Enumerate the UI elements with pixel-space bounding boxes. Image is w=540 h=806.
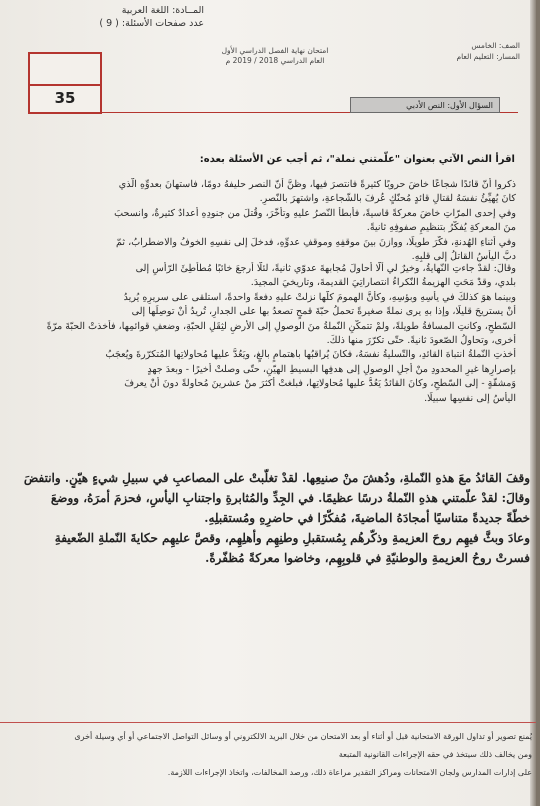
passage-line: وقالَ: لقدْ جاءتِ النّهايةُ، وخيرٌ لي ألّا أحاولَ مُجابهةَ عدوّي ثانيةً، لئلّا أرجعَ خائبًا مُطأطِئَ الرّأسِ إلى: [135, 263, 516, 274]
header-grade-block: [380, 40, 520, 62]
passage-line: وقالَ: لقدْ علّمتني هذهِ النّملةُ درسًا عظيمًا. في الجِدِّ والمُثابرةِ واجتنابِ اليأسِ، فحزمَ أمرَهُ، ووضعَ: [50, 491, 530, 505]
mark-box: [28, 52, 102, 114]
pages-count-label: عدد صفحات الأسئلة: ( 9 ): [99, 18, 204, 29]
passage-line: وبينما هوَ كذلكَ في يأسِهِ وبؤسِهِ، وكأنَّ الهمومَ كلَّها نزلتْ عليهِ دفعةً واحدةً، استلقى على سريرِهِ يُريدُ: [123, 291, 516, 303]
passage-paragraph-3: [2, 468, 530, 568]
footer-warning: [2, 728, 532, 782]
passage-line: منَ المعركةِ يُفكّرُ بتنظيمِ صفوفِهِ ثانيةً.: [366, 222, 516, 234]
passage-line: وعادَ وبثَّ فيهِم روحَ العزيمةِ وذكّرهُم بِمُستقبلِ وطنِهِم وأهلِهِم، وقصَّ عليهِم حكايةَ النّملةِ الضّعيفةِ: [54, 531, 530, 545]
passage-line: وفي إحدى المرّاتِ خاضَ معركةً قاسيةً، فأبطأ النّصرُ عليهِ وتأخّرَ، وقُتلَ من جنودِهِ أعدادٌ كثيرةٌ، وانسحبَ: [114, 207, 516, 219]
subject-label: المــادة: اللغة العربية: [121, 5, 204, 16]
header-exam-block: [200, 46, 350, 66]
footer-line: يُمنع تصوير أو تداول الورقة الامتحانية قبل أو أثناء أو بعد الامتحان من خلال البريد الالكتروني أو وسائل التواصل الاجتماعي أو أي وسيلة أخرى: [74, 732, 532, 741]
grade-label: الصف: الخامس: [471, 41, 520, 50]
footer-line: ومن يخالف ذلك سيتخذ في حقه الإجراءات القانونية المتبعة: [338, 750, 532, 759]
track-label: المسار: التعليم العام: [456, 52, 520, 61]
header-subject-block: [44, 4, 204, 30]
page-edge-shadow: [530, 0, 536, 806]
passage-line: كانَ يُهيِّئُ نفسَهُ لقتالِ قائدٍ مُحنّكٍ عُرفَ بالشّجاعةِ، واشتهرَ بالنّصرِ.: [259, 193, 516, 205]
passage-line: اليأسُ إلى نفسِها سبيلًا.: [424, 392, 516, 404]
footer-divider: [0, 722, 536, 723]
exam-title: امتحان نهاية الفصل الدراسي الأول: [221, 46, 329, 55]
total-mark: 35: [54, 89, 76, 107]
passage-line: وقفَ القائدُ معَ هذهِ النّملةِ، ودُهشَ منْ صنيعِها. لقدْ تغلّبتْ على المصاعبِ في سبيلِ شيءٍ هيّنٍ. وانتفضَ: [23, 471, 530, 485]
academic-year: العام الدراسي 2018 / 2019 م: [225, 56, 325, 65]
passage-paragraph-1: [14, 178, 516, 264]
mark-box-divider: [30, 84, 100, 86]
passage-line: فسرتْ روحُ العزيمةِ والوطنيّةِ في قلوبِهِم، وخاضوا معركةً مُظفّرةً.: [205, 551, 530, 565]
question-title: السؤال الأول: النص الأدبي: [350, 97, 500, 113]
passage-line: ذكروا أنّ قائدًا شجاعًا خاضَ حروبًا كثيرةً فانتصرَ فيها، وظنَّ أنّ النصر حليفهُ دومًا، فاستهانَ بعدوِّهِ الّذي: [118, 179, 516, 190]
passage-line: أخرى، وتحاولُ الصّعودَ ثانيةً. حتّى تكرّرَ منها ذلكَ.: [326, 335, 516, 347]
passage-line: وفي أثناءِ الهُدنةِ، فكّرَ طويلًا، ووازنَ بينَ موقفِهِ وموقفِ عدوِّهِ، فدخلَ إلى نفسِهِ الخوفُ والاضطرابُ، ثمّ: [116, 236, 516, 248]
passage-line: السّطحِ، وكانتِ المسافةُ طويلةً، ولمْ تتمكّنِ النّملةُ منَ الوصولِ إلى الأرضِ لثِقَلِ الحبّةِ، وضعفِ قوائمِها، فأخذتْ الحبّةَ مرّةً: [46, 320, 516, 332]
passage-line: بلدي، وقدْ مَحَتِ الهزيمةُ النّكراءُ انتصاراتِيَ القديمةَ، وتاريخيَ المجيدَ.: [250, 277, 516, 289]
passage-line: خطّةً جديدةً متناسيًا أمجادَهُ الماضيةَ، مُفكّرًا في حاضرِهِ ومُستقبلِهِ.: [204, 511, 530, 525]
passage-paragraph-2: [14, 262, 516, 406]
passage-line: أنْ يستريحَ قليلًا، وإذا بهِ يرى نملةً صغيرةً تحملُ حبّةَ قمحٍ تصعدُ بها على الجدارِ، تُريدُ أنْ توصِلَها إلى: [131, 306, 516, 318]
footer-line: على إدارات المدارس ولجان الامتحانات ومراكز التقدير مراعاة ذلك، ورصد المخالفات، واتخاذ الإجراءات اللازمة.: [167, 768, 532, 777]
passage-line: دبَّ اليأسُ القاتلُ إلى قلبِهِ.: [411, 251, 516, 263]
passage-line: أخذتِ النّملةُ انتباهَ القائدِ، والتّسليةُ نفسَهُ، فكانَ يُراقبُها باهتمامٍ بالغٍ، ويَعُدُّ عليها مُحاولاتِها المُتكرّرةَ ويُعجَبُ: [105, 349, 516, 361]
reading-instruction: اقرأ النص الآتي بعنوان "علّمتني نملة"، ثم أجب عن الأسئلة بعده:: [199, 154, 515, 165]
passage-line: وَمشقّةٍ - إلى السّطحِ، وكانَ القائدُ يَعُدُّ عليها مُحاولاتِها، فبلغتْ أكثرَ منْ عشرينَ مُحاولةً دونَ أنْ يعرفَ: [124, 378, 516, 390]
passage-line: بإصرارِها غيرِ المحدودِ منْ أجلِ الوصولِ إلى هدفِها البسيطِ الهيّنِ، حتّى وصلتْ أخيرًا - وبعدَ جهدٍ: [147, 363, 516, 375]
